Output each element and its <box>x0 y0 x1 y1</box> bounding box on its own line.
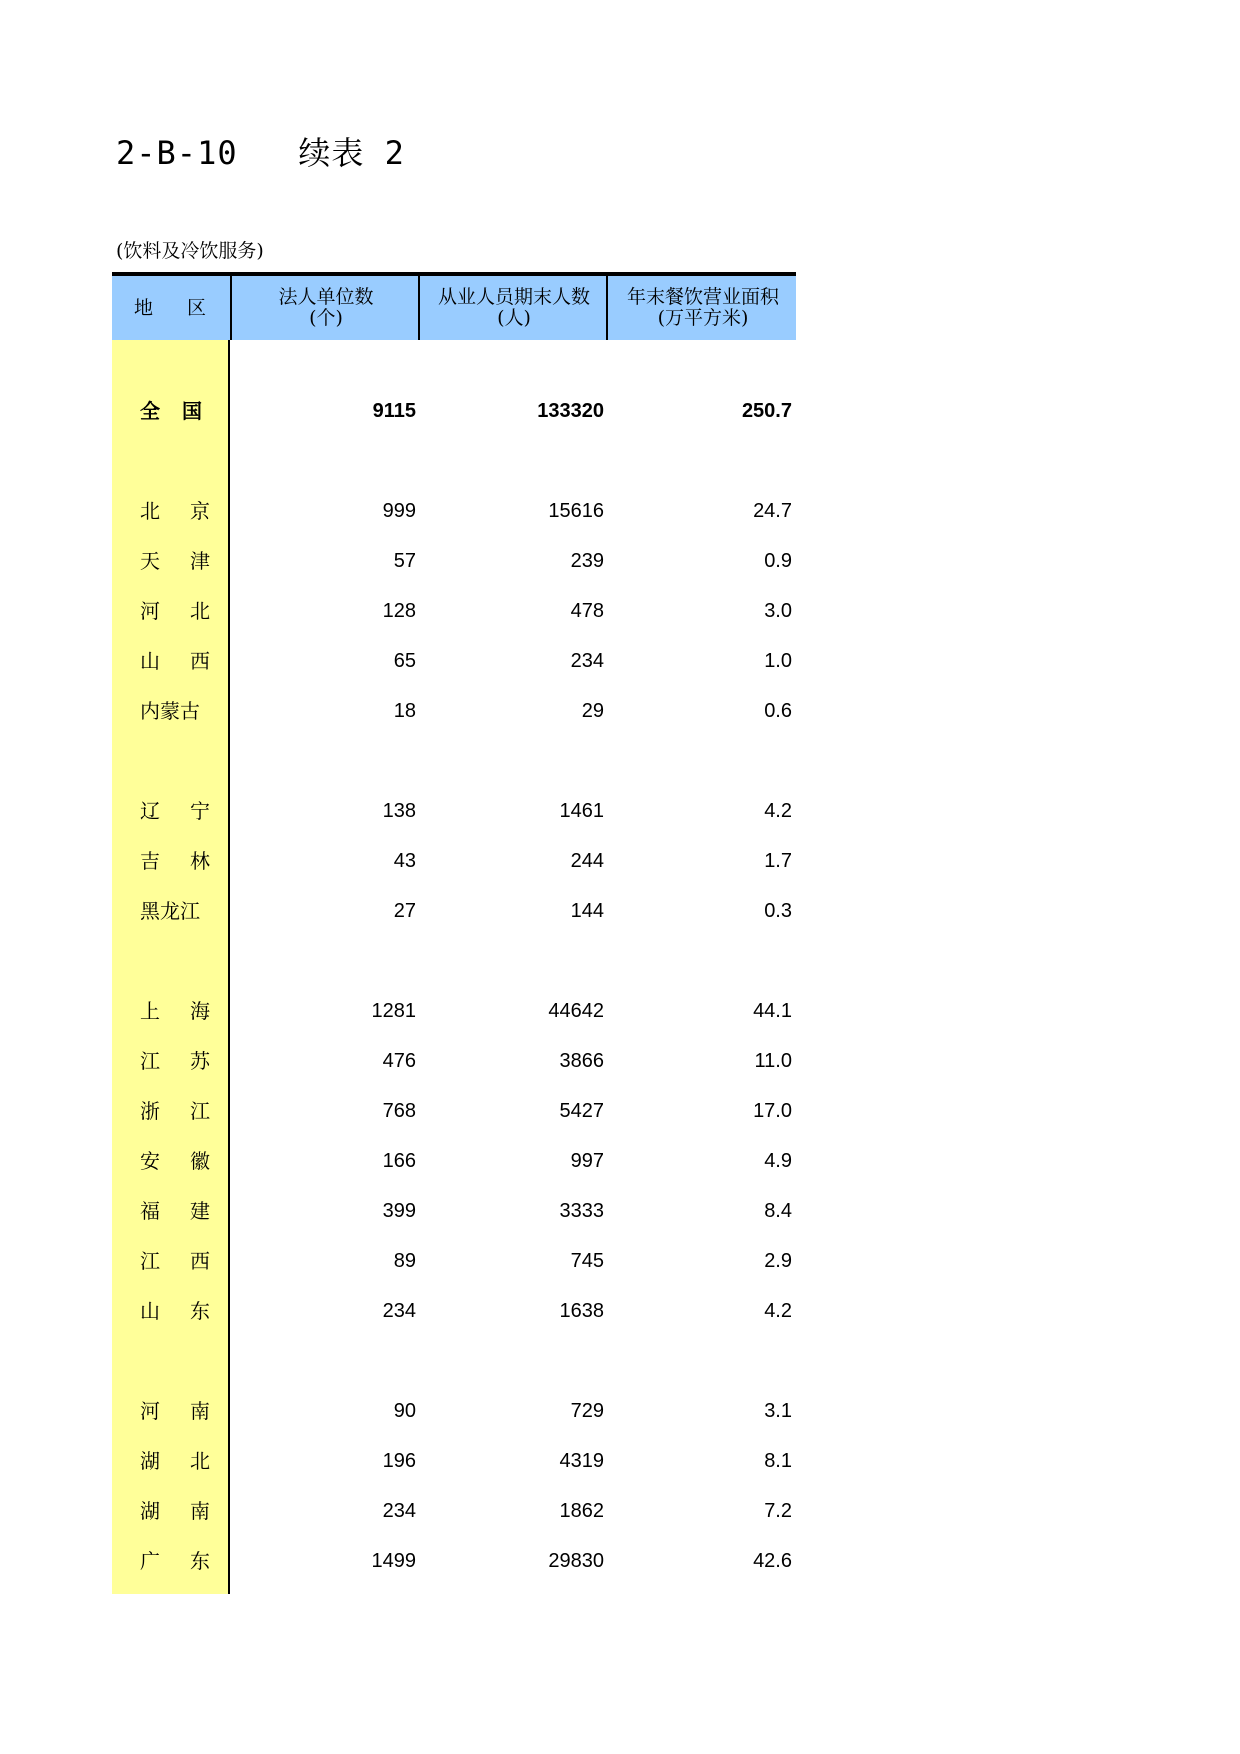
cell-area: 250.7 <box>741 400 792 422</box>
header-region <box>112 276 228 340</box>
cell-area: 44.1 <box>753 1000 792 1022</box>
cell-area: 0.6 <box>764 700 792 722</box>
cell-staff: 29830 <box>548 1550 604 1572</box>
table-row <box>112 1136 796 1186</box>
cell-units: 89 <box>393 1250 416 1272</box>
table-row-total <box>112 386 796 436</box>
table-row <box>112 1436 796 1486</box>
cell-area: 1.7 <box>764 850 792 872</box>
region-name <box>140 1186 210 1236</box>
cell-staff: 3866 <box>559 1050 604 1072</box>
region-name-char: 南 <box>190 1399 210 1423</box>
cell-units: 399 <box>382 1200 416 1222</box>
table-row <box>112 586 796 636</box>
region-name <box>140 886 210 936</box>
cell-area: 1.0 <box>764 650 792 672</box>
header-units <box>230 276 420 340</box>
region-name-char: 津 <box>190 549 210 573</box>
cell-staff: 133320 <box>537 400 604 422</box>
region-name-char: 江 <box>190 1099 210 1123</box>
header-area <box>606 276 798 340</box>
region-name <box>140 386 202 436</box>
region-name-char: 北 <box>190 1449 210 1473</box>
cell-staff: 4319 <box>559 1450 604 1472</box>
cell-staff: 1862 <box>559 1500 604 1522</box>
header-area-unit: (万平方米) <box>657 307 749 329</box>
table-row <box>112 1536 796 1586</box>
cell-staff: 745 <box>570 1250 604 1272</box>
region-name-text: 内蒙古 <box>140 699 200 723</box>
cell-area: 7.2 <box>764 1500 792 1522</box>
cell-area: 11.0 <box>754 1050 792 1072</box>
region-name-char: 山 <box>140 1299 160 1323</box>
cell-units: 1281 <box>371 1000 416 1022</box>
region-name-char: 东 <box>190 1299 210 1323</box>
cell-units: 128 <box>382 600 416 622</box>
cell-area: 3.1 <box>764 1400 792 1422</box>
region-name-text: 黑龙江 <box>140 899 200 923</box>
region-name-char: 苏 <box>190 1049 210 1073</box>
header-region-label: 地 区 <box>133 296 221 319</box>
table-header <box>112 272 796 340</box>
cell-staff: 239 <box>570 550 604 572</box>
region-name-char: 京 <box>190 499 210 523</box>
region-name-char: 安 <box>140 1149 160 1173</box>
region-name-char: 西 <box>190 649 210 673</box>
header-staff <box>418 276 608 340</box>
region-name-char: 全 <box>140 399 160 423</box>
cell-units: 90 <box>393 1400 416 1422</box>
region-name-char: 湖 <box>140 1499 160 1523</box>
table-row <box>112 1236 796 1286</box>
region-name-char: 天 <box>140 549 160 573</box>
region-name <box>140 1536 210 1586</box>
table-row <box>112 1386 796 1436</box>
region-name <box>140 536 210 586</box>
table-row <box>112 636 796 686</box>
table-row <box>112 1186 796 1236</box>
cell-units: 768 <box>382 1100 416 1122</box>
cell-area: 42.6 <box>753 1550 792 1572</box>
cell-area: 8.1 <box>764 1450 792 1472</box>
region-name-char: 徽 <box>190 1149 210 1173</box>
region-name-char: 国 <box>182 399 202 423</box>
cell-staff: 15616 <box>548 500 604 522</box>
cell-units: 57 <box>393 550 416 572</box>
header-staff-unit: (人) <box>497 307 531 329</box>
cell-units: 1499 <box>371 1550 416 1572</box>
region-name-char: 山 <box>140 649 160 673</box>
region-name-char: 江 <box>140 1249 160 1273</box>
table-row <box>112 986 796 1036</box>
region-name-char: 河 <box>140 599 160 623</box>
region-name-char: 浙 <box>140 1099 160 1123</box>
region-name <box>140 486 210 536</box>
header-staff-label: 从业人员期末人数 <box>437 286 590 308</box>
region-name <box>140 1136 210 1186</box>
cell-area: 0.3 <box>764 900 792 922</box>
cell-units: 166 <box>382 1150 416 1172</box>
region-name-char: 上 <box>140 999 160 1023</box>
cell-staff: 244 <box>570 850 604 872</box>
region-name-char: 辽 <box>140 799 160 823</box>
region-name <box>140 1486 210 1536</box>
table-row <box>112 486 796 536</box>
table-row <box>112 536 796 586</box>
cell-area: 17.0 <box>753 1100 792 1122</box>
cell-staff: 997 <box>570 1150 604 1172</box>
region-name <box>140 1236 210 1286</box>
table-row <box>112 886 796 936</box>
table-subtitle: (饮料及冷饮服务) <box>116 240 264 262</box>
region-name <box>140 636 210 686</box>
cell-area: 4.2 <box>764 800 792 822</box>
region-name-char: 广 <box>140 1549 160 1573</box>
cell-staff: 3333 <box>559 1200 604 1222</box>
cell-units: 196 <box>382 1450 416 1472</box>
region-name <box>140 586 210 636</box>
region-name-char: 海 <box>190 999 210 1023</box>
region-name <box>140 1386 210 1436</box>
cell-staff: 478 <box>570 600 604 622</box>
cell-staff: 1461 <box>559 800 604 822</box>
region-name-char: 东 <box>190 1549 210 1573</box>
region-name <box>140 1036 210 1086</box>
cell-area: 4.9 <box>764 1150 792 1172</box>
cell-units: 9115 <box>372 400 416 422</box>
cell-staff: 44642 <box>548 1000 604 1022</box>
region-name-char: 江 <box>140 1049 160 1073</box>
cell-units: 65 <box>393 650 416 672</box>
cell-area: 4.2 <box>764 1300 792 1322</box>
region-name-char: 北 <box>140 499 160 523</box>
region-name-char: 建 <box>190 1199 210 1223</box>
region-name-char: 吉 <box>140 849 160 873</box>
cell-staff: 29 <box>581 700 604 722</box>
header-units-label: 法人单位数 <box>278 286 374 308</box>
cell-units: 234 <box>382 1500 416 1522</box>
table-row <box>112 786 796 836</box>
cell-units: 43 <box>393 850 416 872</box>
region-name-char: 湖 <box>140 1449 160 1473</box>
cell-staff: 5427 <box>559 1100 604 1122</box>
table-row <box>112 1486 796 1536</box>
cell-area: 8.4 <box>764 1200 792 1222</box>
cell-area: 3.0 <box>764 600 792 622</box>
table-row <box>112 836 796 886</box>
cell-staff: 1638 <box>559 1300 604 1322</box>
cell-units: 234 <box>382 1300 416 1322</box>
cell-units: 476 <box>382 1050 416 1072</box>
cell-area: 24.7 <box>753 500 792 522</box>
region-name-char: 宁 <box>190 799 210 823</box>
cell-units: 18 <box>393 700 416 722</box>
cell-staff: 729 <box>570 1400 604 1422</box>
table-row <box>112 686 796 736</box>
region-name <box>140 1086 210 1136</box>
region-name <box>140 986 210 1036</box>
cell-units: 999 <box>382 500 416 522</box>
cell-units: 138 <box>382 800 416 822</box>
table-row <box>112 1086 796 1136</box>
header-units-unit: (个) <box>309 307 343 329</box>
region-name-char: 福 <box>140 1199 160 1223</box>
region-name-char: 林 <box>190 849 210 873</box>
cell-staff: 144 <box>570 900 604 922</box>
table-title: 2-B-10 续表 2 <box>116 134 405 172</box>
region-name-char: 南 <box>190 1499 210 1523</box>
header-area-label: 年末餐饮营业面积 <box>626 286 779 308</box>
region-name <box>140 1286 210 1336</box>
region-name-char: 北 <box>190 599 210 623</box>
table-row <box>112 1286 796 1336</box>
region-name <box>140 1436 210 1486</box>
table-row <box>112 1036 796 1086</box>
region-name <box>140 836 210 886</box>
cell-area: 0.9 <box>764 550 792 572</box>
region-name-char: 河 <box>140 1399 160 1423</box>
cell-units: 27 <box>393 900 416 922</box>
region-name-char: 西 <box>190 1249 210 1273</box>
cell-area: 2.9 <box>764 1250 792 1272</box>
region-name <box>140 686 210 736</box>
cell-staff: 234 <box>570 650 604 672</box>
region-name <box>140 786 210 836</box>
